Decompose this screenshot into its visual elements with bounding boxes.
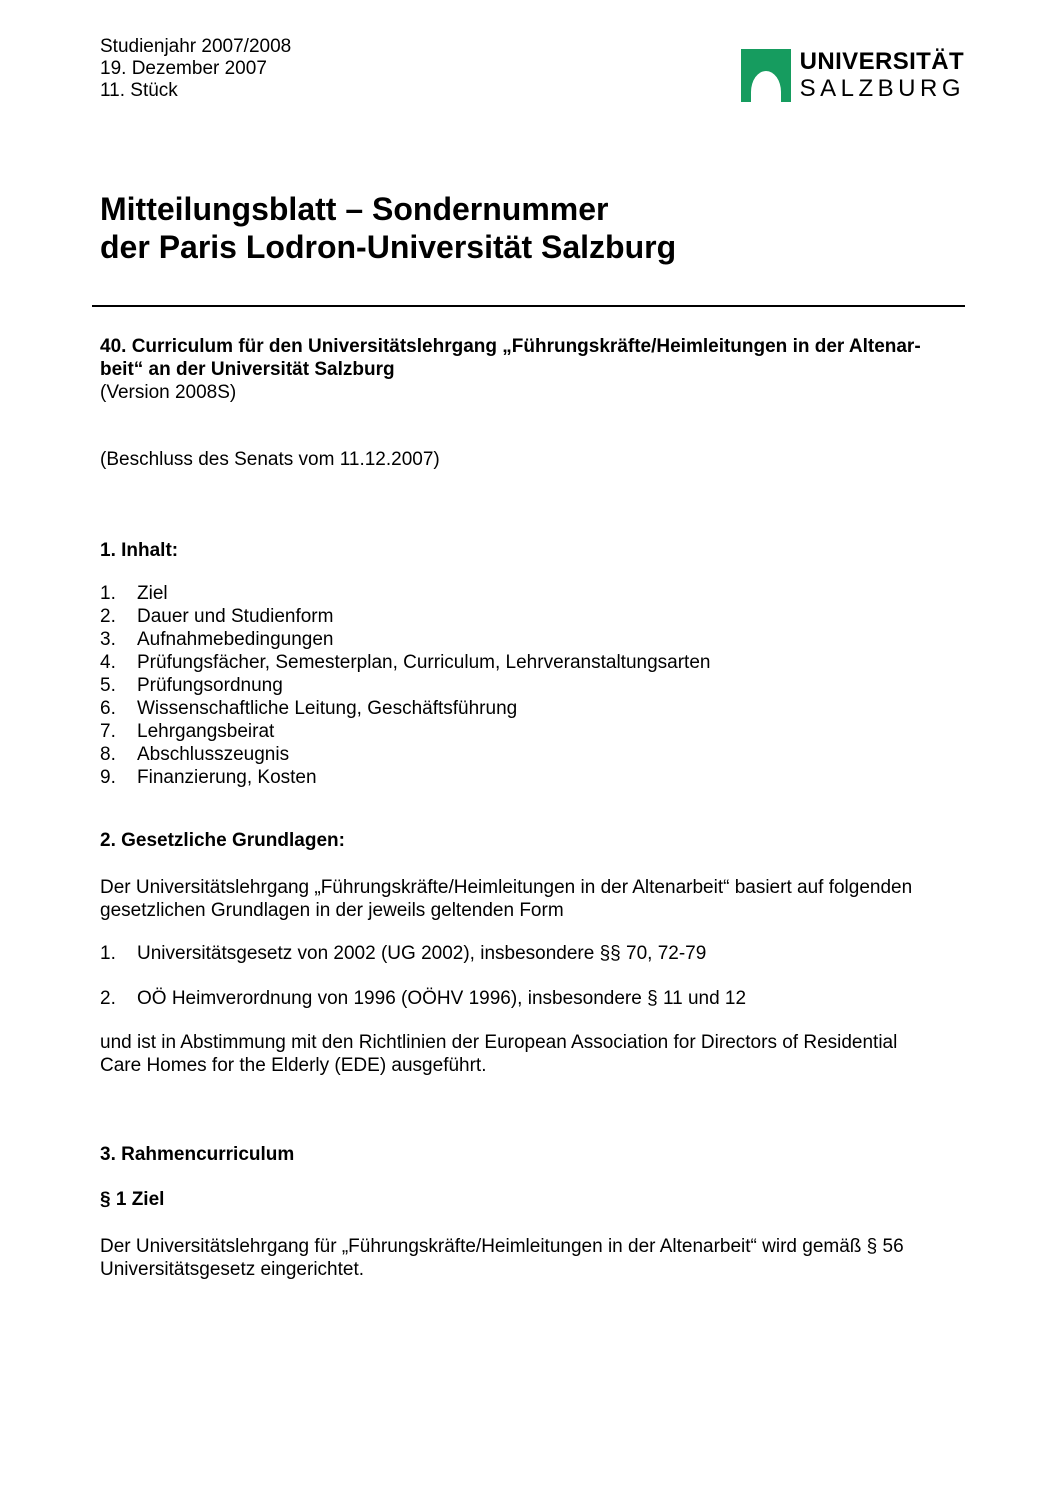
legal-intro-line-1: Der Universitätslehrgang „Führungskräfte/Heimleitungen in der Altenarbeit“ basiert auf folgenden bbox=[100, 877, 913, 898]
toc-item-number: 9. bbox=[100, 767, 116, 788]
decree-heading-line-2: beit“ an der Universität Salzburg bbox=[100, 359, 395, 380]
toc-item bbox=[100, 766, 965, 789]
toc-heading: 1. Inhalt: bbox=[100, 540, 179, 561]
decree-heading bbox=[100, 335, 965, 404]
legal-item bbox=[100, 987, 965, 1010]
logo-arch-cutout bbox=[751, 71, 781, 102]
legal-item-text: OÖ Heimverordnung von 1996 (OÖHV 1996), insbesondere § 11 und 12 bbox=[137, 988, 747, 1009]
legal-outro-paragraph bbox=[100, 1031, 965, 1077]
toc-item-number: 5. bbox=[100, 675, 116, 696]
issue-line-stueck: 11. Stück bbox=[100, 80, 178, 101]
toc-item bbox=[100, 651, 965, 674]
legal-item-number: 1. bbox=[100, 943, 116, 964]
toc-item bbox=[100, 697, 965, 720]
toc-item bbox=[100, 720, 965, 743]
toc-item-label: Dauer und Studienform bbox=[137, 606, 334, 627]
toc-item bbox=[100, 605, 965, 628]
toc-item bbox=[100, 582, 965, 605]
issue-line-date: 19. Dezember 2007 bbox=[100, 58, 267, 79]
toc-item-number: 3. bbox=[100, 629, 116, 650]
page-title-line-2: der Paris Lodron-Universität Salzburg bbox=[100, 229, 677, 265]
toc-item-label: Aufnahmebedingungen bbox=[137, 629, 334, 650]
masthead bbox=[100, 36, 965, 102]
legal-item bbox=[100, 942, 965, 965]
toc-item-number: 7. bbox=[100, 721, 116, 742]
framework-line-1: Der Universitätslehrgang für „Führungskräfte/Heimleitungen in der Altenarbeit“ wird gemäß § 56 bbox=[100, 1236, 904, 1257]
logo-text-universitaet: UNIVERSITÄT bbox=[799, 48, 965, 75]
framework-paragraph bbox=[100, 1235, 965, 1281]
toc-item-label: Finanzierung, Kosten bbox=[137, 767, 317, 788]
page-title-line-1: Mitteilungsblatt – Sondernummer bbox=[100, 191, 609, 227]
toc-item bbox=[100, 628, 965, 651]
logo-text-salzburg: SALZBURG bbox=[799, 75, 965, 102]
legal-intro-paragraph bbox=[100, 876, 965, 922]
toc-item-label: Prüfungsfächer, Semesterplan, Curriculum, Lehrveranstaltungsarten bbox=[137, 652, 711, 673]
decree-heading-line-1: 40. Curriculum für den Universitätslehrgang „Führungskräfte/Heimleitungen in der Altenar- bbox=[100, 336, 921, 357]
legal-section-heading: 2. Gesetzliche Grundlagen: bbox=[100, 830, 345, 851]
legal-intro-line-2: gesetzlichen Grundlagen in der jeweils geltenden Form bbox=[100, 900, 564, 921]
toc-item-label: Lehrgangsbeirat bbox=[137, 721, 275, 742]
issue-line-studienjahr: Studienjahr 2007/2008 bbox=[100, 36, 292, 57]
divider-rule bbox=[92, 305, 965, 307]
toc-item-number: 6. bbox=[100, 698, 116, 719]
toc-item-number: 2. bbox=[100, 606, 116, 627]
framework-subheading: § 1 Ziel bbox=[100, 1189, 165, 1210]
issue-info bbox=[100, 36, 291, 102]
university-logo bbox=[741, 49, 965, 102]
toc-list bbox=[100, 582, 965, 789]
legal-item-number: 2. bbox=[100, 988, 116, 1009]
framework-line-2: Universitätsgesetz eingerichtet. bbox=[100, 1259, 365, 1280]
decree-version: (Version 2008S) bbox=[100, 382, 237, 403]
toc-item-label: Ziel bbox=[137, 583, 168, 604]
toc-item bbox=[100, 743, 965, 766]
framework-section-heading: 3. Rahmencurriculum bbox=[100, 1144, 295, 1165]
legal-outro-line-1: und ist in Abstimmung mit den Richtlinien der European Association for Directors of Residential bbox=[100, 1032, 898, 1053]
toc-item-label: Wissenschaftliche Leitung, Geschäftsführung bbox=[137, 698, 518, 719]
logo-wordmark bbox=[800, 49, 965, 102]
toc-item-number: 8. bbox=[100, 744, 116, 765]
senate-note: (Beschluss des Senats vom 11.12.2007) bbox=[100, 449, 440, 470]
logo-arch-icon bbox=[741, 49, 791, 102]
legal-outro-line-2: Care Homes for the Elderly (EDE) ausgeführt. bbox=[100, 1055, 487, 1076]
toc-item-number: 1. bbox=[100, 583, 116, 604]
legal-item-text: Universitätsgesetz von 2002 (UG 2002), insbesondere §§ 70, 72-79 bbox=[137, 943, 707, 964]
toc-item-label: Abschlusszeugnis bbox=[137, 744, 290, 765]
toc-item-number: 4. bbox=[100, 652, 116, 673]
page-title bbox=[100, 190, 965, 266]
toc-item bbox=[100, 674, 965, 697]
toc-item-label: Prüfungsordnung bbox=[137, 675, 283, 696]
